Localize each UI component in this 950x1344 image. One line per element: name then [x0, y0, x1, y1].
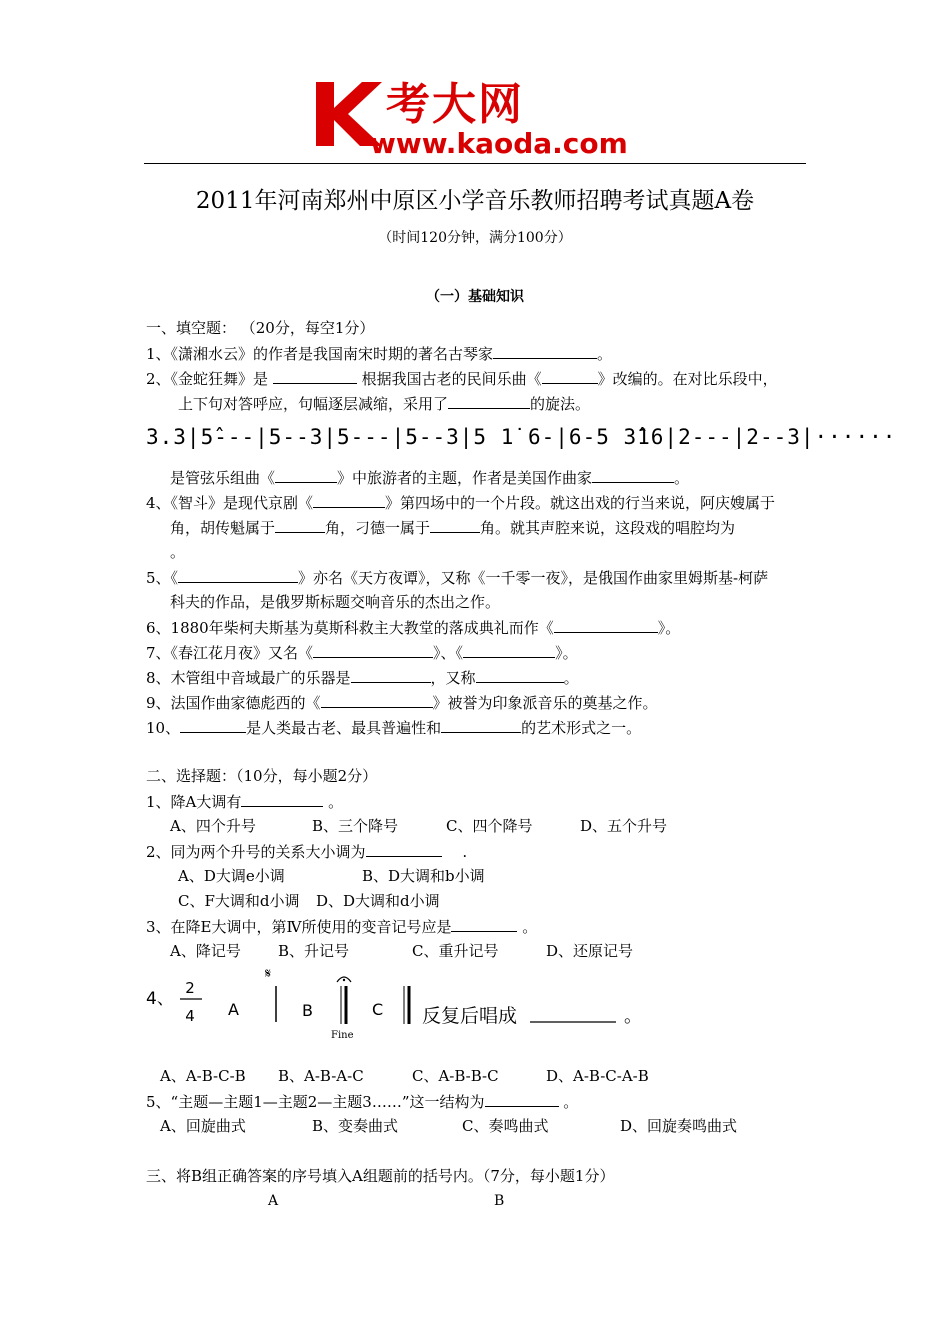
- answer-blank[interactable]: [463, 642, 555, 658]
- header-divider: [144, 163, 806, 164]
- logo-text: 考大网: [386, 79, 524, 130]
- part2-q4-option-a[interactable]: A、A-B-C-B: [160, 1067, 246, 1085]
- part1-q8: 8、木管组中音域最广的乐器是 ，又称 。: [146, 669, 579, 687]
- part2-q1: 1、降A大调有 。: [146, 793, 344, 811]
- q4-number: 4、: [146, 989, 174, 1009]
- part2-q1-option-b[interactable]: B、三个降号: [312, 817, 399, 835]
- melody-notation: 3.3|5̂---|5--3|5---|5--3|5 1̇ 6-|6-5 3̂16|2---|2--3|······: [146, 425, 897, 449]
- music-structure-figure: [146, 966, 666, 1046]
- part1-q4-line2: 角，胡传魁属于 角，刁德一属于 角。就其声腔来说，这段戏的唱腔均为: [170, 519, 736, 537]
- section-title: （一）基础知识: [426, 289, 524, 305]
- answer-blank[interactable]: [592, 467, 674, 483]
- part2-q5-option-b[interactable]: B、变奏曲式: [312, 1117, 399, 1135]
- part1-q5-line2: 科夫的作品，是俄罗斯标题交响音乐的杰出之作。: [170, 593, 501, 611]
- answer-blank[interactable]: [275, 517, 325, 533]
- part2-heading: 二、选择题：（10分，每小题2分）: [146, 767, 378, 785]
- answer-blank[interactable]: [241, 791, 323, 807]
- part1-q4: 4、《智斗》是现代京剧《 》第四场中的一个片段。就这出戏的行当来说，阿庆嫂属于: [146, 494, 776, 512]
- part1-q10: 10、 是人类最古老、最具普遍性和 的艺术形式之一。: [146, 719, 642, 737]
- answer-blank[interactable]: [351, 667, 431, 683]
- part2-q3: 3、在降E大调中，第Ⅳ所使用的变音记号应是 。: [146, 918, 538, 936]
- answer-blank[interactable]: [493, 343, 597, 359]
- part2-q5-option-c[interactable]: C、奏鸣曲式: [462, 1117, 549, 1135]
- answer-blank[interactable]: [275, 467, 337, 483]
- answer-blank[interactable]: [366, 841, 442, 857]
- answer-blank[interactable]: [321, 692, 433, 708]
- part2-q1-option-a[interactable]: A、四个升号: [170, 817, 256, 835]
- q4-prompt: 反复后唱成: [422, 1005, 518, 1027]
- part1-q6: 6、1880年柴柯夫斯基为莫斯科救主大教堂的落成典礼而作《 》。: [146, 619, 681, 637]
- part2-q3-option-d[interactable]: D、还原记号: [546, 942, 634, 960]
- answer-blank[interactable]: [448, 393, 530, 409]
- column-b-header: B: [494, 1193, 505, 1209]
- part3-heading: 三、将B组正确答案的序号填入A组题前的括号内。（7分，每小题1分）: [146, 1167, 615, 1185]
- part2-q1-option-c[interactable]: C、四个降号: [446, 817, 533, 835]
- part2-q2-option-c[interactable]: C、F大调和d小调: [178, 892, 300, 910]
- page-title: 2011年河南郑州中原区小学音乐教师招聘考试真题A卷: [195, 188, 755, 214]
- part1-q5: 5、《 》亦名《天方夜谭》，又称《一千零一夜》，是俄国作曲家里姆斯基-柯萨: [146, 569, 769, 587]
- column-a-header: A: [268, 1193, 279, 1209]
- part2-q4-option-b[interactable]: B、A-B-A-C: [278, 1067, 364, 1085]
- part2-q5: 5、“主题—主题1—主题2—主题3……”这一结构为 。: [146, 1093, 579, 1111]
- section-b-label: B: [302, 1001, 313, 1020]
- answer-blank[interactable]: [180, 717, 246, 733]
- part1-q7: 7、《春江花月夜》又名《 》、《 》。: [146, 644, 578, 662]
- part1-q1: 1、《潇湘水云》的作者是我国南宋时期的著名古琴家 。: [146, 345, 613, 363]
- part2-q2-option-b[interactable]: B、D大调和b小调: [362, 867, 485, 885]
- answer-blank[interactable]: [485, 1091, 559, 1107]
- time-signature-bottom: 4: [185, 1007, 195, 1025]
- part2-q4-option-c[interactable]: C、A-B-B-C: [412, 1067, 499, 1085]
- part1-q9: 9、法国作曲家德彪西的《 》被誉为印象派音乐的奠基之作。: [146, 694, 658, 712]
- page-subtitle: （时间120分钟，满分100分）: [378, 230, 572, 246]
- answer-blank[interactable]: [178, 567, 298, 583]
- part2-q3-option-c[interactable]: C、重升记号: [412, 942, 499, 960]
- answer-blank[interactable]: [554, 617, 658, 633]
- part2-q5-option-d[interactable]: D、回旋奏鸣曲式: [620, 1117, 738, 1135]
- answer-blank[interactable]: [476, 667, 564, 683]
- part2-q4-option-d[interactable]: D、A-B-C-A-B: [546, 1067, 649, 1085]
- answer-blank[interactable]: [430, 517, 480, 533]
- part1-q2: 2、《金蛇狂舞》是 根据我国古老的民间乐曲《 》改编的。在对比乐段中，: [146, 370, 778, 388]
- answer-blank[interactable]: [441, 717, 521, 733]
- answer-blank[interactable]: [451, 916, 517, 932]
- answer-blank[interactable]: [313, 492, 385, 508]
- part2-q5-option-a[interactable]: A、回旋曲式: [160, 1117, 246, 1135]
- part2-q1-option-d[interactable]: D、五个升号: [580, 817, 668, 835]
- part2-q3-option-a[interactable]: A、降记号: [170, 942, 241, 960]
- part1-q3: 是管弦乐组曲《 》中旅游者的主题，作者是美国作曲家 。: [170, 469, 690, 487]
- part2-q2-option-a[interactable]: A、D大调e小调: [178, 867, 285, 885]
- segno-icon: 𝄋: [265, 966, 272, 982]
- fine-label: Fine: [331, 1030, 354, 1041]
- part1-heading: 一、填空题： （20分，每空1分）: [146, 319, 375, 337]
- part2-q3-option-b[interactable]: B、升记号: [278, 942, 350, 960]
- answer-blank[interactable]: [542, 368, 598, 384]
- q4-end: 。: [624, 1006, 642, 1027]
- part2-q2: 2、同为两个升号的关系大小调为 .: [146, 843, 468, 861]
- part2-q2-option-d[interactable]: D、D大调和d小调: [316, 892, 440, 910]
- answer-blank[interactable]: [313, 642, 433, 658]
- section-c-label: C: [372, 1000, 384, 1019]
- logo-url: www.kaoda.com: [370, 127, 628, 160]
- answer-blank[interactable]: [273, 368, 357, 384]
- time-signature-top: 2: [185, 979, 195, 997]
- part1-q4-line3: 。: [170, 543, 186, 561]
- part1-q2-line2: 上下句对答呼应，句幅逐层减缩，采用了 的旋法。: [178, 395, 591, 413]
- section-a-label: A: [228, 1000, 239, 1019]
